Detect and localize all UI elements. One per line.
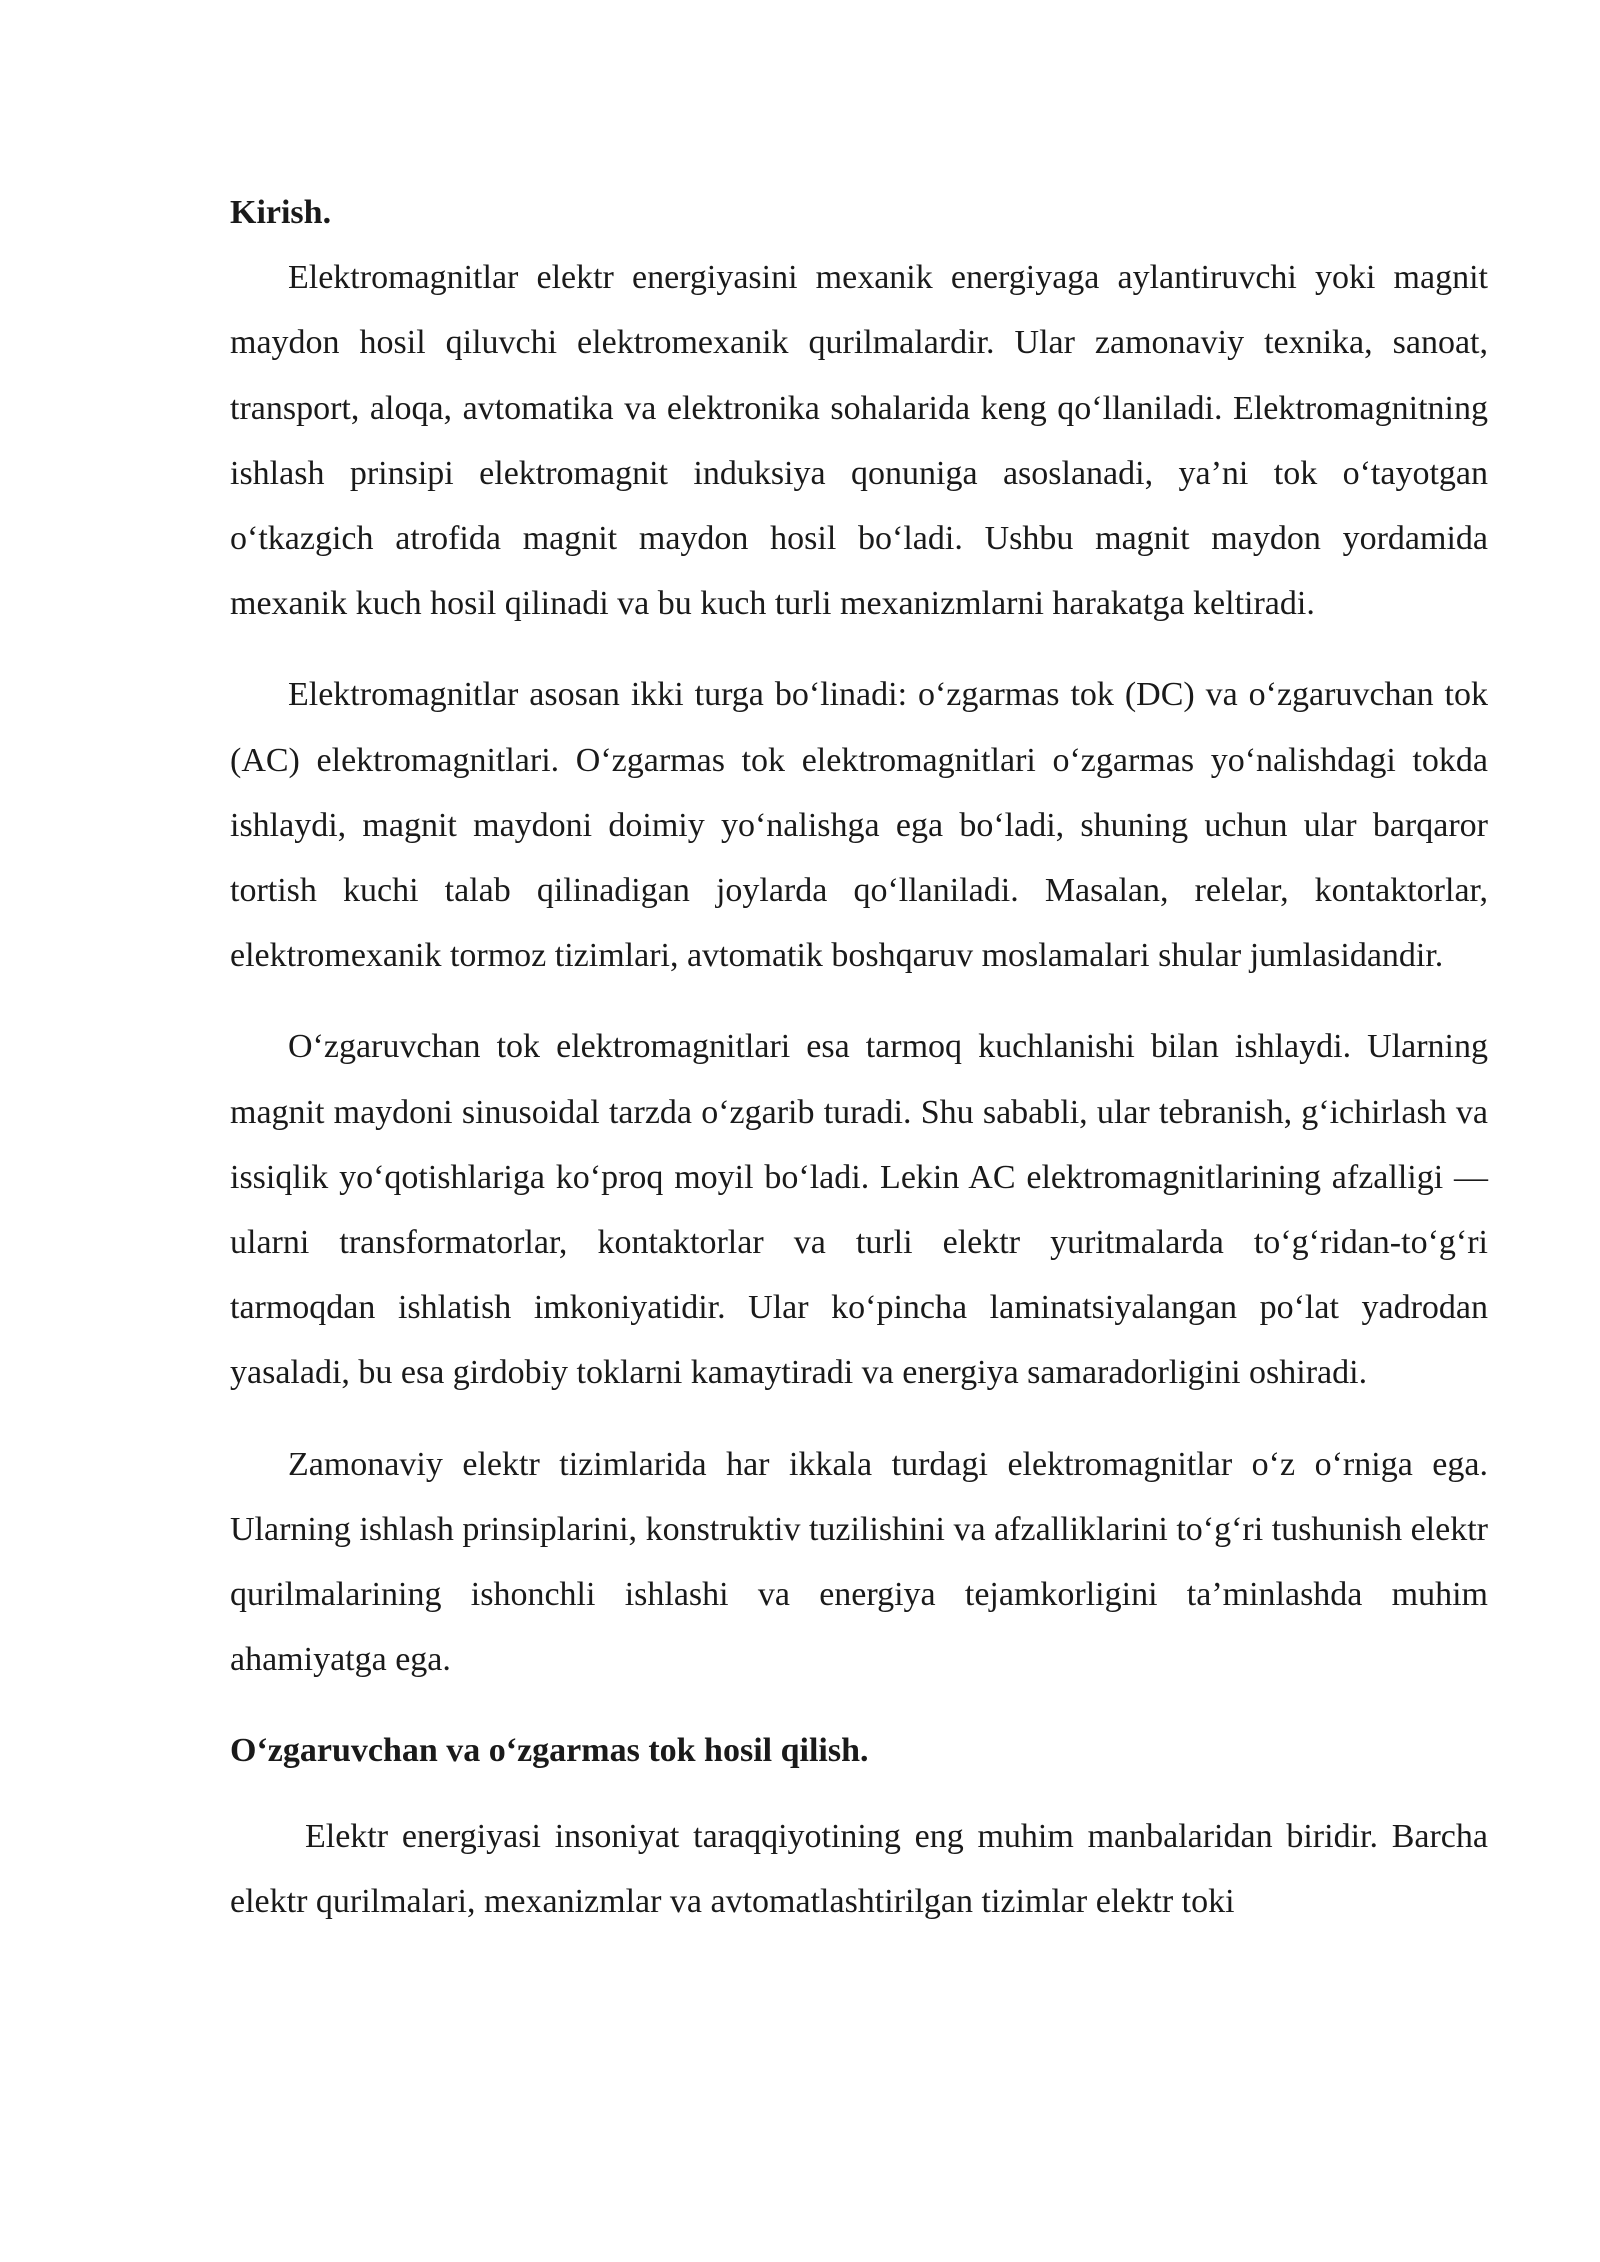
paragraph: O‘zgaruvchan tok elektromagnitlari esa tarmoq kuchlanishi bilan ishlaydi. Ularning magnit maydoni sinusoidal tarzda o‘zgarib turadi. Shu sababli, ular tebranish, g‘ichirlash va issiqlik yo‘qotishlariga ko‘proq moyil bo‘ladi. Lekin AC elektromagnitlarining afzalligi — ularni transformatorlar, kontaktorlar va turli elektr yuritmalarda to‘g‘ridan-to‘g‘ri tarmoqdan ishlatish imkoniyatidir. Ular ko‘pincha laminatsiyalangan po‘lat yadrodan yasaladi, bu esa girdobiy toklarni kamaytiradi va energiya samaradorligini oshiradi. bbox=[230, 1028, 1488, 1392]
paragraph: Elektr energiyasi insoniyat taraqqiyotining eng muhim manbalaridan biridir. Barcha elektr qurilmalari, mexanizmlar va avtomatlashtirilgan tizimlar elektr toki bbox=[230, 1817, 1488, 1920]
document-page bbox=[230, 180, 1488, 1934]
paragraph: Zamonaviy elektr tizimlarida har ikkala turdagi elektromagnitlar o‘z o‘rniga ega. Ularning ishlash prinsiplarini, konstruktiv tuzilishini va afzalliklarini to‘g‘ri tushunish elektr qurilmalarining ishonchli ishlashi va energiya tejamkorligini ta’minlashda muhim ahamiyatga ega. bbox=[230, 1445, 1488, 1679]
section-heading-ac-dc: O‘zgaruvchan va o‘zgarmas tok hosil qilish. bbox=[230, 1732, 869, 1770]
paragraph: Elektromagnitlar elektr energiyasini mexanik energiyaga aylantiruvchi yoki magnit maydon hosil qiluvchi elektromexanik qurilmalardir. Ular zamonaviy texnika, sanoat, transport, aloqa, avtomatika va elektronika sohalarida keng qo‘llaniladi. Elektromagnitning ishlash prinsipi elektromagnit induksiya qonuniga asoslanadi, ya’ni tok o‘tayotgan o‘tkazgich atrofida magnit maydon hosil bo‘ladi. Ushbu magnit maydon yordamida mexanik kuch hosil qilinadi va bu kuch turli mexanizmlarni harakatga keltiradi. bbox=[230, 259, 1488, 623]
paragraph: Elektromagnitlar asosan ikki turga bo‘linadi: o‘zgarmas tok (DC) va o‘zgaruvchan tok (AC) elektromagnitlari. O‘zgarmas tok elektromagnitlari o‘zgarmas yo‘nalishdagi tokda ishlaydi, magnit maydoni doimiy yo‘nalishga ega bo‘ladi, shuning uchun ular barqaror tortish kuchi talab qilinadigan joylarda qo‘llaniladi. Masalan, relelar, kontaktorlar, elektromexanik tormoz tizimlari, avtomatik boshqaruv moslamalari shular jumlasidandir. bbox=[230, 676, 1488, 975]
section-heading-intro: Kirish. bbox=[230, 194, 332, 231]
